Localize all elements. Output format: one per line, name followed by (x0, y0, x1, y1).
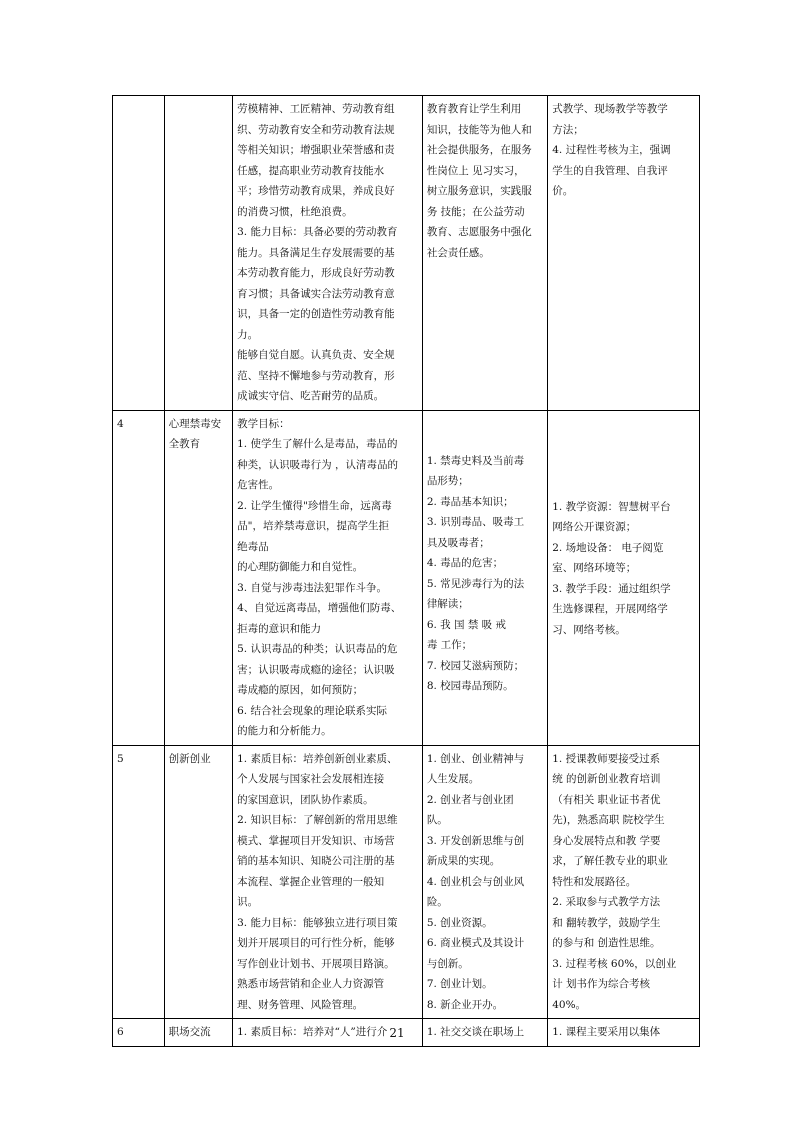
text-line: 身心发展特点和教 学要 (552, 834, 661, 847)
row-number: 4 (113, 410, 165, 745)
text-line: 3. 自觉与涉毒违法犯罪作斗争。 (237, 581, 387, 594)
table-row (113, 96, 700, 411)
objectives-cell (233, 745, 423, 1019)
text-line: 2. 采取参与式教学方法 (552, 896, 661, 908)
text-line: 5. 常见涉毒行为的法 (426, 577, 525, 590)
text-line: 3. 识别毒品、吸毒工 (426, 516, 525, 528)
text-line: 3. 开发创新思维与创 (426, 834, 525, 847)
text-line: 本流程、掌握企业管理的一般知 (237, 875, 385, 888)
text-line: 4. 过程性考核为主，强调 (552, 144, 671, 156)
text-line: 织、劳动教育安全和劳动教育法规 (237, 123, 395, 136)
row-number: 5 (113, 745, 165, 1019)
text-line: 计 划书作为综合考核 (552, 978, 651, 990)
text-line: 任感，提高职业劳动教育技能水 (237, 164, 385, 177)
text-line: 能够自觉自愿。认真负责、安全规 (237, 349, 395, 361)
text-line: 的消费习惯，杜绝浪费。 (237, 205, 353, 218)
text-line: 1. 素质目标：培养创新创业素质、 (237, 752, 398, 765)
requirements-cell (548, 96, 700, 411)
text-line: 生选修课程，开展网络学 (552, 603, 668, 615)
text-line: 害；认识吸毒成瘾的途径；认识吸 (237, 663, 395, 676)
text-line: 方法； (552, 123, 584, 136)
text-line: 熟悉市场营销和企业人力资源管 (237, 978, 385, 990)
text-line: 1. 教学资源：智慧树平台 (552, 500, 671, 513)
text-line: 价。 (552, 185, 574, 197)
text-line: 6. 结合社会现象的理论联系实际 (237, 704, 387, 717)
text-line: 务 技能；在公益劳动 (426, 205, 525, 218)
text-line: 40%。 (552, 998, 587, 1011)
text-line: 平；珍惜劳动教育成果，养成良好 (237, 185, 395, 197)
text-line: 学生的自我管理、自我评 (552, 164, 668, 177)
text-line: 2. 场地设备： 电子阅览 (552, 541, 664, 554)
text-line: 1. 课程主要采用以集体 (552, 1026, 661, 1038)
text-line: 统 的创新创业教育培训 (552, 773, 661, 785)
text-line: 模式、掌握项目开发知识、市场营 (237, 834, 395, 847)
text-line: 1. 社交交谈在职场上 (426, 1026, 525, 1038)
text-line: 1. 授课教师要接受过系 (552, 752, 661, 765)
text-line: 式教学、现场教学等教学 (552, 103, 668, 115)
text-line: 社会提供服务，在服务 (426, 144, 532, 156)
text-line: 写作创业计划书、开展项目路演。 (237, 957, 395, 970)
text-line: 险。 (426, 896, 448, 908)
text-line: 先)，熟悉高职 院校学生 (552, 814, 665, 826)
text-line: 1. 使学生了解什么是毒品，毒品的 (237, 438, 398, 450)
text-line: 6. 商业模式及其设计 (426, 937, 525, 949)
content-cell (422, 745, 547, 1019)
text-line: 性岗位上 见习实习， (426, 164, 525, 177)
text-line: 3. 过程考核 60%，以创业 (552, 957, 677, 970)
text-line: 7. 创业计划。 (426, 978, 493, 990)
text-line: 毒成瘾的原因，如何预防； (237, 684, 364, 696)
text-line: 8. 新企业开办。 (426, 998, 504, 1011)
course-name: 心理禁毒安全教育 (164, 410, 233, 745)
course-table (112, 95, 700, 1047)
row-number: 6 (113, 1019, 165, 1047)
text-line: 3. 教学手段：通过组织学 (552, 582, 671, 595)
text-line: 育习惯；具备诚实合法劳动教育意 (237, 287, 395, 300)
text-line: 的能力和分析能力。 (237, 725, 332, 737)
text-line: 和 翻转教学，鼓励学生 (552, 916, 661, 929)
text-line: 2. 知识目标：了解创新的常用思维 (237, 814, 398, 826)
page-number: 21 (389, 1026, 405, 1040)
requirements-cell (548, 410, 700, 745)
text-line: 教育、志愿服务中强化 (426, 226, 532, 238)
text-line: 划并开展项目的可行性分析，能够 (237, 937, 395, 949)
text-line: 社会责任感。 (426, 246, 490, 259)
content-cell (422, 410, 547, 745)
text-line: （有相关 职业证书者优 (552, 793, 661, 806)
text-line: 新成果的实现。 (426, 855, 501, 867)
text-line: 识，具备一定的创造性劳动教育能 (237, 308, 395, 320)
text-line: 律解读； (426, 598, 469, 610)
text-line: 室、网络环境等； (552, 562, 637, 574)
text-line: 队。 (426, 814, 448, 826)
text-line: 品形势； (426, 475, 469, 487)
text-line: 种类，认识吸毒行为 ，认清毒品的 (237, 458, 398, 471)
text-line: 1. 禁毒史料及当前毒 (426, 454, 525, 467)
text-line: 4. 毒品的危害； (426, 557, 504, 569)
text-line: 的参与和 创造性思维。 (552, 937, 661, 949)
text-line: 范、坚持不懈地参与劳动教育，形 (237, 369, 395, 382)
text-line: 拒毒的意识和能力 (237, 622, 322, 635)
text-line: 2. 创业者与创业团 (426, 793, 514, 806)
text-line: 习、网络考核。 (552, 623, 626, 636)
table-row (113, 410, 700, 745)
text-line: 1. 素质目标：培养对“人”进行介 (237, 1026, 388, 1038)
text-line: 5. 创业资源。 (426, 916, 493, 929)
text-line: 理、财务管理、风险管理。 (237, 998, 364, 1011)
content-cell (422, 96, 547, 411)
text-line: 与创新。 (426, 957, 469, 970)
text-line: 能力。具备满足生存发展需要的基 (237, 246, 395, 259)
text-line: 教育教育让学生利用 (426, 103, 522, 115)
text-line: 人生发展。 (426, 773, 480, 785)
course-name (164, 96, 233, 411)
objectives-cell (233, 410, 423, 745)
text-line: 求，了解任教专业的职业 (552, 855, 668, 867)
course-name: 职场交流 (164, 1019, 233, 1047)
text-line: 3. 能力目标：能够独立进行项目策 (237, 916, 398, 929)
text-line: 2. 让学生懂得"珍惜生命，远离毒 (237, 499, 392, 512)
text-line: 8. 校园毒品预防。 (426, 680, 514, 692)
text-line: 的心理防御能力和自觉性。 (237, 561, 364, 573)
text-line: 树立服务意识，实践服 (426, 185, 532, 197)
text-line: 销的基本知识、知晓公司注册的基 (237, 855, 395, 867)
text-line: 4. 创业机会与创业风 (426, 875, 525, 888)
text-line: 网络公开课资源； (552, 521, 637, 533)
text-line: 个人发展与国家社会发展相连接 (237, 773, 385, 785)
text-line: 品"，培养禁毒意识，提高学生拒 (237, 520, 389, 532)
text-line: 识。 (237, 896, 259, 908)
text-line: 教学目标： (237, 417, 290, 430)
text-line: 危害性。 (237, 479, 280, 491)
text-line: 劳模精神、工匠精神、劳动教育组 (237, 103, 395, 115)
row-number (113, 96, 165, 411)
requirements-cell (548, 745, 700, 1019)
text-line: 毒 工作； (426, 639, 473, 651)
text-line: 7. 校园艾滋病预防； (426, 659, 525, 672)
text-line: 4、自觉远离毒品，增强他们防毒、 (237, 602, 402, 614)
text-line: 5. 认识毒品的种类；认识毒品的危 (237, 643, 398, 655)
text-line: 1. 创业、创业精神与 (426, 752, 525, 765)
text-line: 2. 毒品基本知识； (426, 495, 514, 508)
text-line: 知识，技能等为他人和 (426, 123, 532, 136)
text-line: 特性和发展路径。 (552, 875, 637, 888)
text-line: 6. 我 国 禁 吸 戒 (426, 618, 507, 631)
text-line: 等相关知识；增强职业荣誉感和责 (237, 144, 395, 156)
text-line: 成诚实守信、吃苦耐劳的品质。 (237, 390, 385, 402)
text-line: 的家国意识，团队协作素质。 (237, 793, 374, 806)
course-name: 创新创业 (164, 745, 233, 1019)
text-line: 具及吸毒者； (426, 536, 490, 549)
text-line: 3. 能力目标：具备必要的劳动教育 (237, 226, 398, 238)
text-line: 力。 (237, 328, 259, 341)
text-line: 本劳动教育能力，形成良好劳动教 (237, 267, 395, 279)
objectives-cell (233, 96, 423, 411)
text-line: 绝毒品 (237, 540, 269, 553)
table-row (113, 745, 700, 1019)
